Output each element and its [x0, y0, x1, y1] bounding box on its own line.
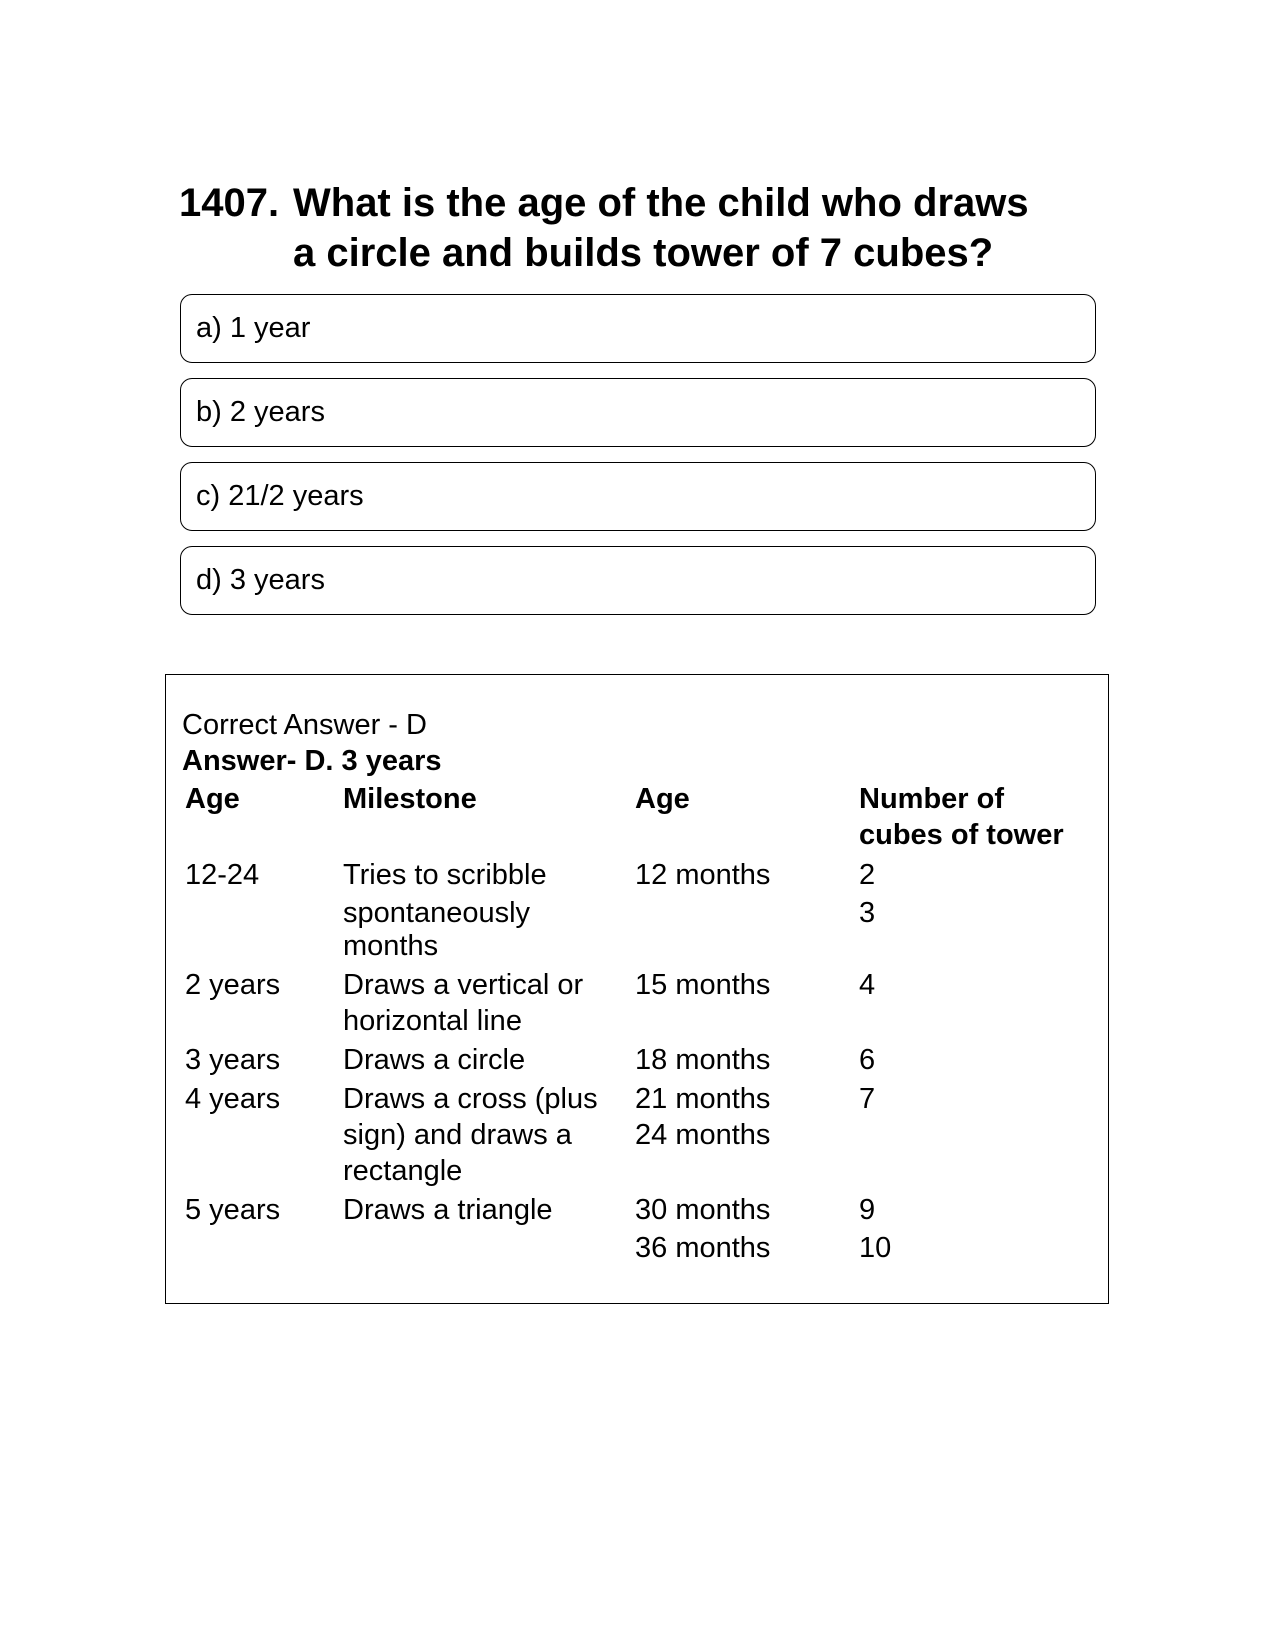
cell-milestone: [343, 1192, 635, 1269]
cell-cubes-line: 3: [859, 897, 876, 929]
cell-age-months-line: 30 months: [635, 1194, 771, 1226]
table-row: [185, 1081, 1085, 1192]
header-age-months: Age: [635, 783, 690, 815]
cell-age-months-line: 21 months: [635, 1083, 771, 1115]
cell-age-months: [635, 857, 859, 967]
cell-cubes: [859, 857, 1085, 967]
cell-milestone: [343, 967, 635, 1042]
cell-age-months: [635, 967, 859, 1042]
cell-age: 3 years: [185, 1044, 281, 1076]
cell-cubes: [859, 1042, 1085, 1081]
header-milestone: Milestone: [343, 783, 477, 815]
cell-milestone-line: spontaneously: [343, 897, 531, 929]
table-row: [185, 1192, 1085, 1269]
cell-cubes: [859, 967, 1085, 1042]
cell-age: 5 years: [185, 1194, 281, 1226]
cell-cubes: [859, 1081, 1085, 1192]
table-row: [185, 967, 1085, 1042]
option-d[interactable]: d) 3 years: [180, 546, 1096, 615]
cell-milestone: [343, 1081, 635, 1192]
cell-cubes-line: 4: [859, 969, 876, 1001]
cell-age-months-line: 15 months: [635, 969, 771, 1001]
cell-milestone-line: Draws a vertical or: [343, 969, 584, 1001]
table-row: [185, 857, 1085, 967]
answer-explanation-box: [165, 674, 1109, 1304]
cell-milestone-line: sign) and draws a: [343, 1119, 572, 1151]
cell-age: 12-24: [185, 859, 260, 891]
cell-cubes-line: 10: [859, 1232, 892, 1264]
cell-milestone: [343, 1042, 635, 1081]
header-cubes-line-2: cubes of tower: [859, 819, 1064, 851]
option-a[interactable]: a) 1 year: [180, 294, 1096, 363]
option-c[interactable]: c) 21/2 years: [180, 462, 1096, 531]
cell-age: 4 years: [185, 1083, 281, 1115]
cell-age-months-line: 12 months: [635, 859, 771, 891]
cell-cubes-line: 6: [859, 1044, 876, 1076]
cell-cubes: [859, 1192, 1085, 1269]
cell-cubes-line: 9: [859, 1194, 876, 1226]
cell-age-months-line: 36 months: [635, 1232, 771, 1264]
cell-milestone-line: horizontal line: [343, 1005, 522, 1037]
cell-milestone-line: Draws a triangle: [343, 1194, 553, 1226]
question-line-2: a circle and builds tower of 7 cubes?: [293, 231, 994, 275]
table-header-row: [185, 781, 1085, 857]
cell-milestone-line: Draws a cross (plus: [343, 1083, 598, 1115]
cell-cubes-line: 7: [859, 1083, 876, 1115]
cell-age-months: [635, 1081, 859, 1192]
option-b[interactable]: b) 2 years: [180, 378, 1096, 447]
cell-milestone-line: rectangle: [343, 1155, 463, 1187]
table-row: [185, 1042, 1085, 1081]
milestone-table: [185, 781, 1085, 1269]
cell-age-months: [635, 1192, 859, 1269]
header-cubes: [859, 781, 1085, 857]
answer-options: [180, 294, 1096, 630]
cell-cubes-line: 2: [859, 859, 876, 891]
cell-milestone-line: Tries to scribble: [343, 859, 547, 891]
cell-milestone: [343, 857, 635, 967]
answer-title: Answer- D. 3 years: [182, 745, 442, 777]
cell-age-months: [635, 1042, 859, 1081]
correct-answer-text: Correct Answer - D: [182, 709, 427, 741]
cell-milestone-line: months: [343, 930, 439, 962]
question-number: 1407.: [179, 181, 280, 225]
cell-milestone-line: Draws a circle: [343, 1044, 526, 1076]
cell-age: 2 years: [185, 969, 281, 1001]
cell-age-months-line: 18 months: [635, 1044, 771, 1076]
cell-age-months-line: 24 months: [635, 1119, 771, 1151]
header-age: Age: [185, 783, 240, 815]
question-text: [293, 178, 1083, 278]
header-cubes-line-1: Number of: [859, 783, 1004, 815]
question-line-1: What is the age of the child who draws: [293, 181, 1029, 225]
